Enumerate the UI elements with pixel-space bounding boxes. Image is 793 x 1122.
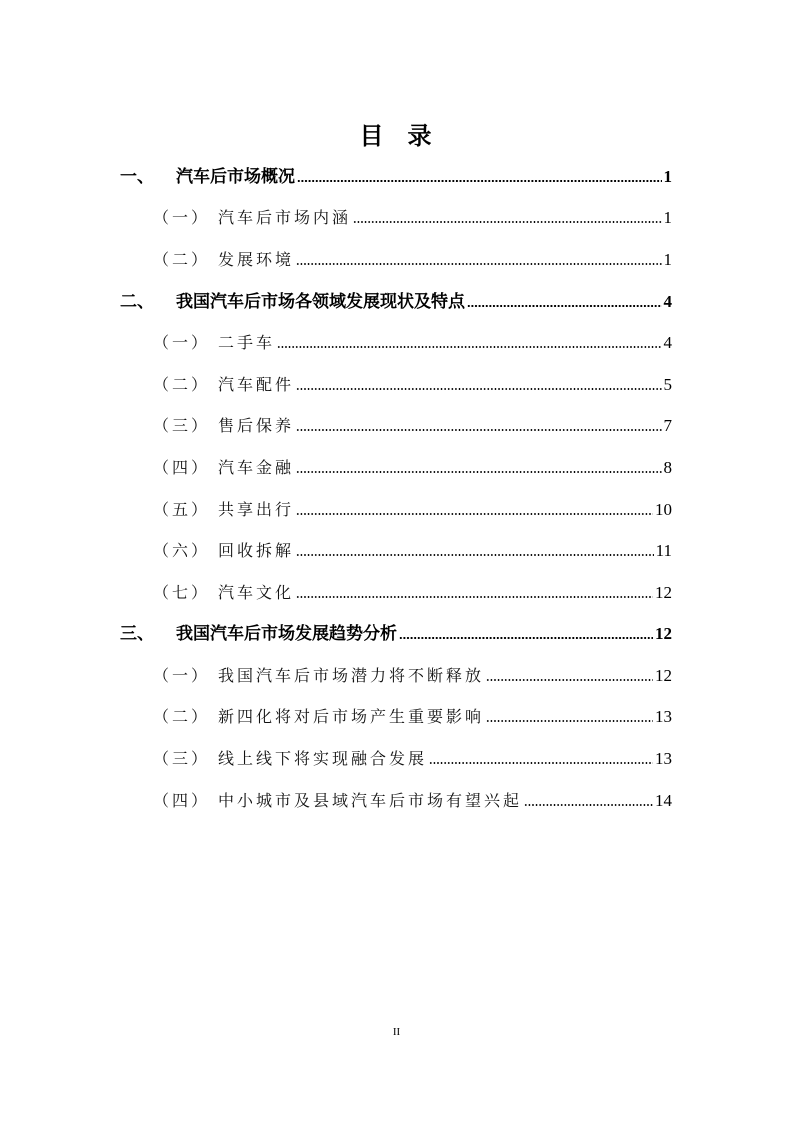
dot-leader [296, 513, 653, 515]
dot-leader [399, 637, 653, 639]
dot-leader [296, 388, 661, 390]
toc-page-number: 14 [655, 791, 672, 810]
toc-title: 汽车文化 [218, 583, 295, 602]
toc-entry-section-2[interactable] [120, 288, 672, 312]
toc-title: 我国汽车后市场潜力将不断释放 [218, 666, 485, 685]
toc-number: （一） [153, 333, 211, 352]
toc-page-number: 1 [663, 250, 672, 269]
toc-number: （二） [153, 707, 211, 726]
toc-number: 二、 [120, 292, 154, 312]
toc-page-number: 12 [655, 624, 672, 643]
dot-leader [297, 180, 662, 182]
dot-leader [277, 346, 661, 348]
dot-leader [467, 305, 662, 307]
dot-leader [524, 804, 653, 806]
toc-page-number: 4 [663, 333, 672, 352]
toc-entry-2-1[interactable] [153, 329, 672, 353]
title-part-2: 录 [407, 122, 434, 150]
toc-title: 共享出行 [218, 500, 295, 519]
toc-title: 回收拆解 [218, 541, 295, 560]
toc-number: （二） [153, 375, 211, 394]
toc-entry-2-3[interactable] [153, 412, 672, 436]
toc-title: 我国汽车后市场发展趋势分析 [176, 624, 397, 644]
toc-number: （四） [153, 791, 211, 810]
dot-leader [486, 679, 653, 681]
toc-page-number: 7 [663, 416, 672, 435]
toc-title: 发展环境 [218, 250, 295, 269]
toc-page-number: 12 [655, 583, 672, 602]
dot-leader [296, 554, 654, 556]
toc-number: （二） [153, 250, 211, 269]
toc-page-number: 8 [663, 458, 672, 477]
toc-number: 三、 [120, 624, 154, 644]
dot-leader [296, 429, 661, 431]
toc-number: （一） [153, 666, 211, 685]
toc-title: 汽车金融 [218, 458, 295, 477]
toc-number: （七） [153, 583, 211, 602]
toc-entry-3-1[interactable] [153, 662, 672, 686]
toc-entry-1-2[interactable] [153, 246, 672, 270]
footer-page-number: II [392, 1026, 401, 1038]
toc-entry-2-5[interactable] [153, 496, 672, 520]
toc-entry-2-2[interactable] [153, 371, 672, 395]
title-part-1: 目 [359, 122, 386, 150]
toc-number: （三） [153, 416, 211, 435]
toc-number: （五） [153, 500, 211, 519]
toc-entry-2-4[interactable] [153, 454, 672, 478]
toc-page-number: 1 [663, 167, 672, 186]
toc-page-number: 5 [663, 375, 672, 394]
toc-number: （三） [153, 749, 211, 768]
toc-page-number: 4 [663, 292, 672, 311]
dot-leader [296, 263, 661, 265]
toc-entry-section-1[interactable] [120, 163, 672, 187]
toc-title: 线上线下将实现融合发展 [218, 749, 428, 768]
toc-page-number: 13 [655, 749, 672, 768]
toc-title: 汽车后市场内涵 [218, 208, 352, 227]
toc-page-number: 10 [655, 500, 672, 519]
dot-leader [486, 720, 653, 722]
dot-leader [353, 221, 661, 223]
toc-page-number: 13 [655, 707, 672, 726]
toc-title: 汽车后市场概况 [176, 167, 295, 187]
toc-title: 汽车配件 [218, 375, 295, 394]
toc-number: （四） [153, 458, 211, 477]
toc-number: 一、 [120, 167, 154, 187]
toc-title: 中小城市及县域汽车后市场有望兴起 [218, 791, 523, 810]
toc-title: 新四化将对后市场产生重要影响 [218, 707, 485, 726]
page-title [0, 116, 793, 151]
toc-page-number: 12 [655, 666, 672, 685]
toc-page-number: 11 [655, 541, 672, 560]
toc-entry-2-6[interactable] [153, 537, 672, 561]
toc-title: 二手车 [218, 333, 276, 352]
toc-title: 我国汽车后市场各领域发展现状及特点 [176, 292, 465, 312]
toc-page-number: 1 [663, 208, 672, 227]
toc-number: （六） [153, 541, 211, 560]
toc-title: 售后保养 [218, 416, 295, 435]
toc-number: （一） [153, 208, 211, 227]
toc-entry-1-1[interactable] [153, 204, 672, 228]
toc-entry-3-4[interactable] [153, 787, 672, 811]
toc-entry-2-7[interactable] [153, 579, 672, 603]
dot-leader [429, 762, 653, 764]
toc-entry-3-3[interactable] [153, 745, 672, 769]
toc-entry-section-3[interactable] [120, 620, 672, 644]
dot-leader [296, 471, 661, 473]
toc-entry-3-2[interactable] [153, 703, 672, 727]
dot-leader [296, 596, 653, 598]
